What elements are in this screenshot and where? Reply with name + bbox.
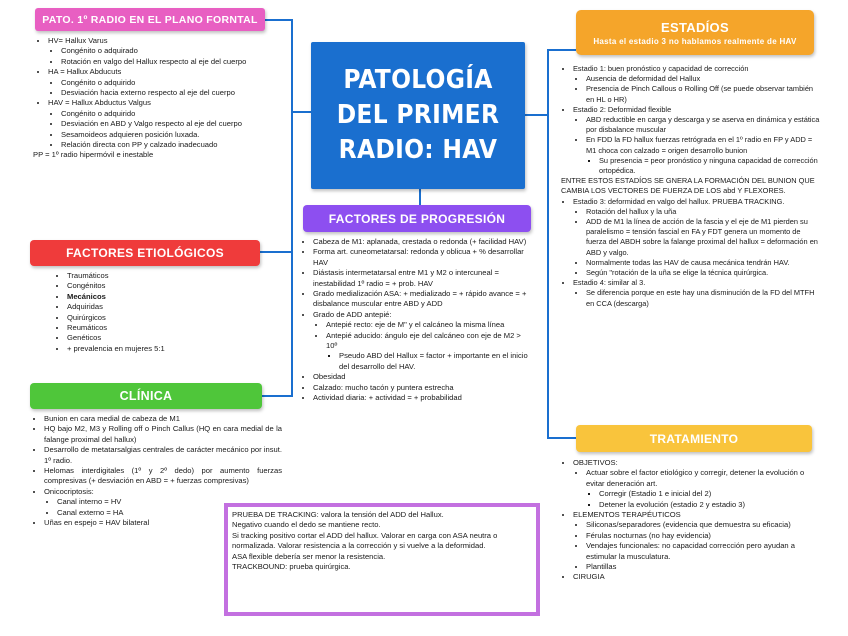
list-item [586, 84, 823, 104]
list-item-text: Estadio 1: buen pronóstico y capacidad de corrección [573, 64, 749, 73]
list-item [44, 424, 282, 445]
center-title: PATOLOGÍA DEL PRIMER RADIO: HAV [336, 65, 500, 165]
list-item-text: HAV = Hallux Abductus Valgus [48, 98, 151, 108]
frontal-title: PATO. 1º RADIO EN EL PLANO FORNTAL [42, 13, 258, 26]
list-item-text: Calzado: mucho tacón y puntera estrecha [313, 382, 454, 392]
list-item [586, 115, 823, 135]
list-item [313, 393, 531, 403]
list-item [326, 320, 531, 330]
progresion-title: FACTORES DE PROGRESIÓN [328, 211, 506, 226]
list-item [313, 247, 531, 268]
list-item-text: Rotación del hallux y la uña [586, 206, 677, 216]
list-item [61, 140, 280, 150]
list-item-text: Vendajes funcionales: no capacidad corrección pero ayudan a estimular la musculatura. [586, 541, 795, 561]
list-item [67, 323, 275, 333]
list-item-text: Congénito o adquirado [61, 46, 138, 56]
list-item [61, 130, 280, 140]
etiologicos-content [55, 271, 275, 354]
list-item-text: Estadio 3: deformidad en valgo del hallux. PRUEBA TRACKING. [573, 196, 785, 206]
tratamiento-header [576, 425, 812, 452]
list-item-text: Férulas nocturnas (no hay evidencia) [586, 530, 711, 540]
list-item-text: Actuar sobre el factor etiológico y corregir, detener la evolución o evitar deneración art. [586, 468, 805, 488]
list-item [61, 88, 280, 98]
list-item-text: Relación directa con PP y calzado inadecuado [61, 140, 218, 150]
list-item [313, 372, 531, 382]
etiologicos-header [30, 240, 260, 266]
list-item-text: Detener la evolución (estadio 2 y estadio 3) [599, 499, 746, 509]
bullet-list [36, 36, 280, 150]
bullet-list [573, 468, 823, 510]
list-item [586, 468, 823, 510]
list-item-text: Actividad diaria: + actividad = + probabilidad [313, 393, 462, 403]
tracking-line: Si tracking positivo cortar el ADD del hallux. Valorar en carga con ASA neutra o normalizada. Valorar resistencia a la corrección y si vuelve a la deformidad. [232, 530, 498, 551]
bullet-list [48, 78, 280, 99]
tracking-line: TRACKBOUND: prueba quirúrgica. [232, 562, 351, 572]
list-item [44, 445, 282, 466]
list-item-text: HA = Hallux Abducuts [48, 67, 122, 77]
list-item [586, 562, 823, 572]
list-item [573, 572, 823, 582]
tratamiento-title: TRATAMIENTO [649, 431, 739, 446]
list-item-text: Antepié aducido: ángulo eje del calcáneo con eje de M2 > 10º [326, 330, 521, 351]
list-item-text: Sesamoideos adquieren posición luxada. [61, 129, 200, 139]
list-item-text: Congénito o adquirido [61, 77, 136, 87]
tracking-line: PRUEBA DE TRACKING: valora la tensión del ADD del Hallux. [232, 510, 444, 519]
list-item [586, 520, 823, 530]
list-item-text: Pseudo ABD del Hallux = factor + importante en el inicio del desarrollo del HAV. [339, 351, 528, 371]
list-item-text: En FDD la FD hallux fuerzas retrógrada en el 1º radio en FP y ADD = M1 choca con calzado = origen desarrollo bunion [586, 135, 813, 155]
list-item-text: ABD reductible en carga y descarga y se aserva en dinámica y estática por disbalance muscular [586, 115, 820, 135]
list-item [573, 64, 823, 105]
center-title-box [311, 42, 525, 189]
progresion-content [301, 237, 531, 404]
list-item [326, 331, 531, 373]
list-item [48, 36, 280, 67]
list-item-text: Reumáticos [67, 323, 108, 333]
bullet-list [55, 271, 275, 354]
frontal-footer: PP = 1º radio hipermóvil e inestable [33, 150, 154, 160]
list-item [573, 105, 823, 176]
list-item-text: Onicocriptosis: [44, 486, 94, 496]
estadios-subtitle: Hasta el estadio 3 no hablamos realmente de HAV [593, 36, 797, 46]
list-item [313, 383, 531, 393]
list-item-text: Antepié recto: eje de M" y el calcáneo la misma línea [326, 320, 505, 330]
list-item-text: Quirúrgicos [67, 312, 106, 322]
estadios-note: ENTRE ESTOS ESTADÍOS SE GNERA LA FORMACIÓN DEL BUNION QUE CAMBIA LOS VECTORES DE FUERZA DE LOS abd Y FLEXORES. [561, 176, 815, 196]
list-item [586, 74, 823, 84]
estadios-content [561, 64, 823, 309]
list-item-text: OBJETIVOS: [573, 458, 618, 467]
list-item-text: Forma art. cuneometatarsal: redonda y oblicua + % desarrollar HAV [313, 247, 524, 267]
list-item [573, 197, 823, 279]
list-item-text: Diástasis intermetatarsal entre M1 y M2 o intercuneal = inestabilidad 1º radio = + prob. HAV [313, 268, 499, 288]
list-item [67, 302, 275, 312]
clinica-header [30, 383, 262, 409]
list-item-text: Según "rotación de la uña se elige la técnica quirúrgica. [586, 268, 769, 278]
list-item [586, 217, 823, 258]
list-item [599, 500, 823, 510]
list-item [313, 310, 531, 372]
tracking-box [224, 503, 540, 616]
list-item-text: Cabeza de M1: aplanada, crestada o redonda (+ facilidad HAV) [313, 237, 527, 246]
list-item-text: Su presencia = peor pronóstico y ninguna capacidad de corrección ortopédica. [599, 155, 818, 176]
list-item-text: Presencia de Pinch Callous o Rolling Off (se puede observar también en HL o HR) [586, 84, 814, 104]
list-item [599, 489, 823, 499]
list-item-text: HV= Hallux Varus [48, 36, 108, 45]
list-item [67, 344, 275, 354]
list-item-text: ADD de M1 la línea de acción de la fascia y el eje de M1 pierden su paralelismo = tensión fascial en FA y FDT genera un momento de fuerza del ABDH sobre la falange proximal del hallux = deformación en ABD y valgo. [586, 217, 818, 257]
list-item-text: Siliconas/separadores (evidencia que demuestra su eficacia) [586, 520, 791, 530]
list-item-text: Plantillas [586, 562, 617, 572]
bullet-list [586, 489, 823, 510]
list-item-text: Normalmente todas las HAV de causa mecánica tendrán HAV. [586, 257, 790, 267]
list-item-text: Helomas interdigitales (1º y 2º dedo) por aumento fuerzas compresivas (+ desviación en ABD = + fuerzas compresivas) [44, 466, 282, 486]
bullet-list [573, 520, 823, 572]
list-item-text: Estadio 4: similar al 3. [573, 278, 646, 288]
list-item [599, 156, 823, 176]
list-item [586, 288, 823, 308]
list-item [48, 67, 280, 98]
list-item [586, 268, 823, 278]
list-item-text: Grado medialización ASA: + medializado = + rápido avance = + disbalance muscular entre ABD y ADD [313, 289, 527, 309]
bullet-list [561, 64, 823, 176]
list-item-text: Traumáticos [67, 271, 109, 280]
list-item-text: ELEMENTOS TERAPÉUTICOS [573, 510, 681, 520]
list-item-text: CIRUGIA [573, 572, 605, 582]
list-item-text: HQ bajo M2, M3 y Rolling off o Pinch Callus (HQ en cara medial de la falange proximal del hallux) [44, 424, 282, 444]
list-item-text: Congénito o adquirido [61, 108, 136, 118]
list-item [573, 510, 823, 572]
list-item [313, 289, 531, 310]
list-item [61, 57, 280, 67]
estadios-header [576, 10, 814, 55]
bullet-list [573, 74, 823, 105]
list-item-text: Bunion en cara medial de cabeza de M1 [44, 414, 180, 423]
bullet-list [561, 458, 823, 583]
list-item [313, 268, 531, 289]
list-item [586, 207, 823, 217]
list-item-text: Canal externo = HA [57, 507, 124, 517]
list-item [573, 278, 823, 309]
clinica-title: CLÍNICA [119, 389, 173, 403]
bullet-list [573, 288, 823, 308]
list-item-text: Genéticos [67, 333, 102, 343]
list-item [313, 237, 531, 247]
bullet-list [48, 109, 280, 151]
list-item-text: Uñas en espejo = HAV bilateral [44, 518, 150, 528]
bullet-list [573, 207, 823, 278]
list-item [61, 78, 280, 88]
bullet-list [326, 351, 531, 372]
progresion-header [303, 205, 531, 232]
list-item [339, 351, 531, 372]
list-item [61, 109, 280, 119]
etiologicos-title: FACTORES ETIOLÓGICOS [66, 246, 224, 260]
list-item [67, 292, 275, 302]
tratamiento-content [561, 458, 823, 583]
list-item [586, 258, 823, 268]
list-item-text: Canal interno = HV [57, 497, 122, 507]
list-item-text: Desviación hacia externo respecto al eje del cuerpo [61, 88, 235, 98]
list-item-text: Estadio 2: Deformidad flexible [573, 104, 672, 114]
list-item-text: Desarrollo de metatarsalgias centrales de carácter mecánico por insut. 1º radio. [44, 445, 282, 465]
list-item [44, 466, 282, 487]
list-item [67, 313, 275, 323]
list-item-text: Adquiridas [67, 302, 103, 312]
frontal-header [35, 8, 265, 31]
bullet-list [573, 115, 823, 176]
list-item-text: Corregir (Estadio 1 e inicial del 2) [599, 489, 712, 499]
list-item [67, 281, 275, 291]
list-item [67, 271, 275, 281]
list-item [48, 98, 280, 150]
frontal-content [33, 36, 280, 161]
list-item-text: Grado de ADD antepié: [313, 309, 392, 319]
list-item [44, 414, 282, 424]
list-item-text: + prevalencia en mujeres 5:1 [67, 343, 165, 353]
list-item-text: Mecánicos [67, 291, 106, 301]
list-item [586, 135, 823, 176]
bullet-list [561, 197, 823, 309]
bullet-list [586, 156, 823, 176]
list-item-text: Ausencia de deformidad del Hallux [586, 74, 701, 84]
tracking-line: Negativo cuando el dedo se mantiene recto. [232, 520, 381, 530]
list-item-text: Obesidad [313, 372, 346, 382]
bullet-list [48, 46, 280, 67]
estadios-title: ESTADÍOS [661, 19, 729, 35]
bullet-list [313, 320, 531, 372]
list-item [586, 531, 823, 541]
list-item [67, 333, 275, 343]
list-item [61, 119, 280, 129]
tracking-line: ASA flexible debería ser menor la resistencia. [232, 551, 386, 561]
bullet-list [301, 237, 531, 404]
list-item-text: Congénitos [67, 281, 106, 291]
list-item [586, 541, 823, 562]
list-item-text: Se diferencia porque en este hay una disminución de la FD del MTFH en CCA (descarga) [586, 288, 815, 308]
list-item [573, 458, 823, 510]
list-item [61, 46, 280, 56]
list-item-text: Desviación en ABD y Valgo respecto al eje del cuerpo [61, 119, 242, 129]
list-item-text: Rotación en valgo del Hallux respecto al eje del cuerpo [61, 56, 247, 66]
